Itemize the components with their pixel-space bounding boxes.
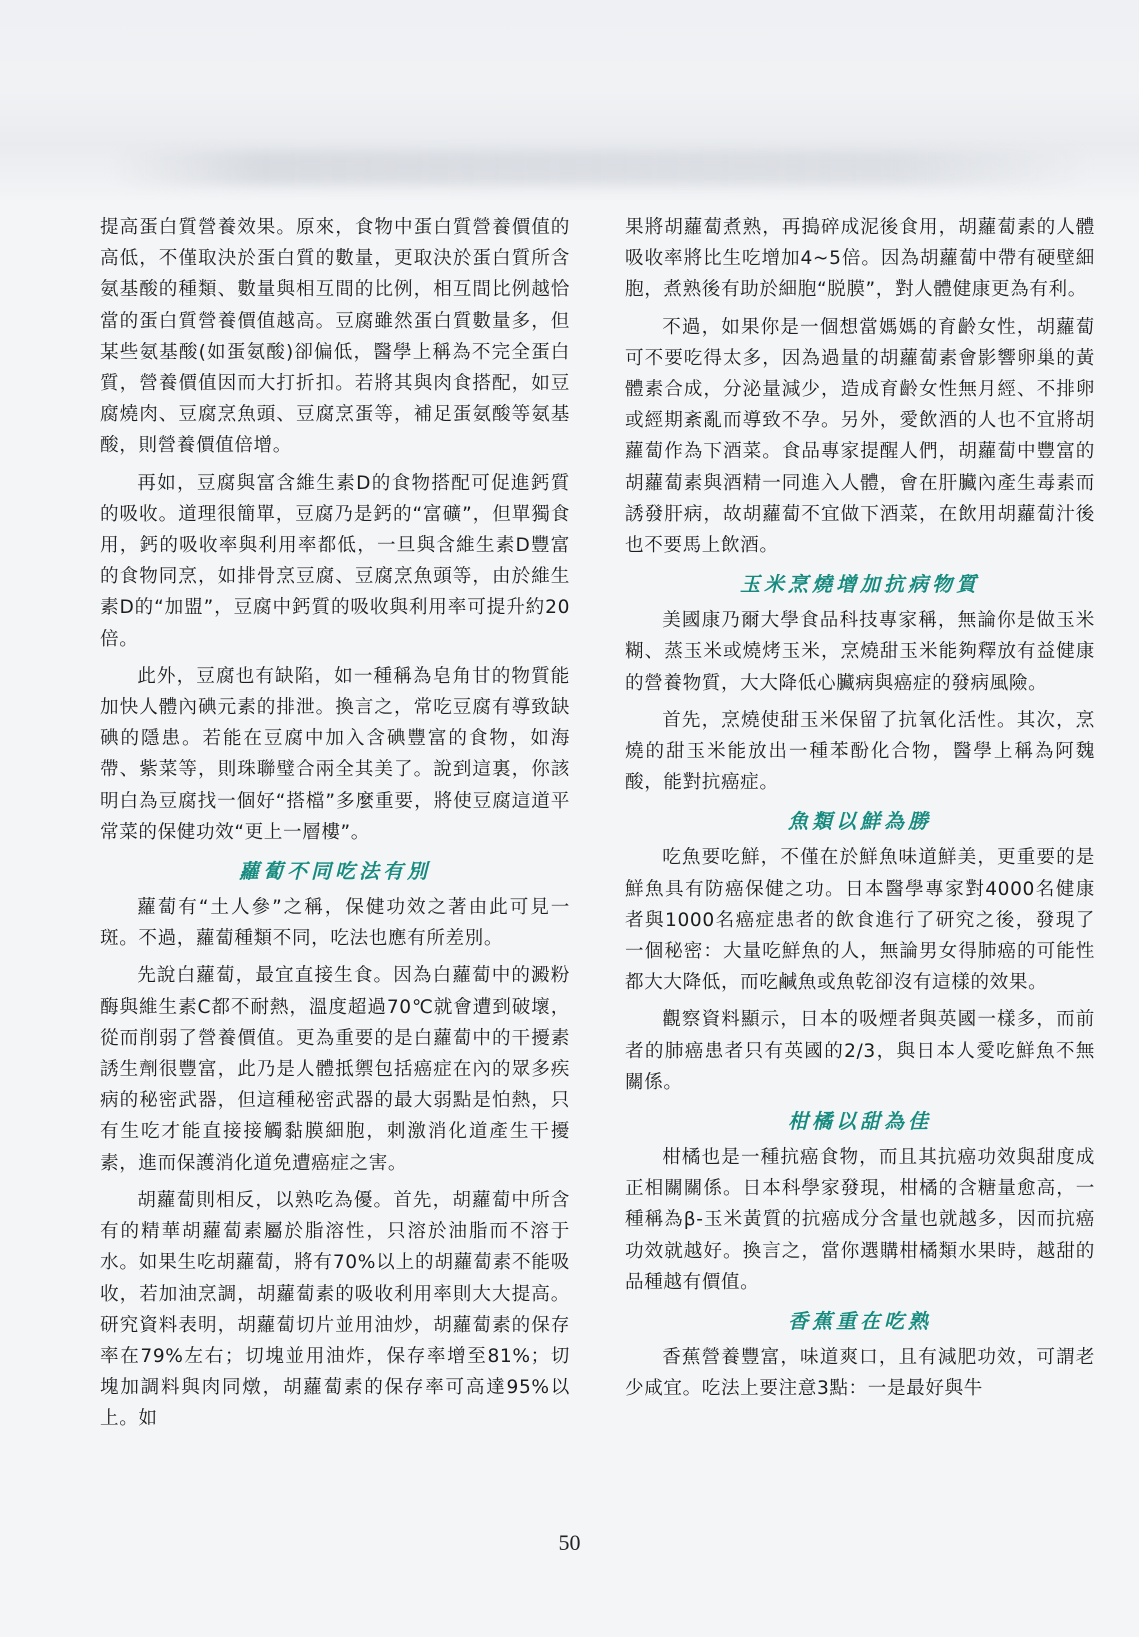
paragraph: 再如，豆腐與富含維生素D的食物搭配可促進鈣質的吸收。道理很簡單，豆腐乃是鈣的“富礦”，但單獨食用，鈣的吸收率與利用率都低，一旦與含維生素D豐富的食物同烹，如排骨烹豆腐、豆腐烹魚頭等，由於維生素D的“加盟”，豆腐中鈣質的吸收與利用率可提升約20倍。	[100, 472, 570, 650]
paragraph: 吃魚要吃鮮，不僅在於鮮魚味道鮮美，更重要的是鮮魚具有防癌保健之功。日本醫學專家對4000名健康者與1000名癌症患者的飲食進行了研究之後，發現了一個秘密：大量吃鮮魚的人，無論男女得肺癌的可能性都大大降低，而吃鹹魚或魚乾卻沒有這樣的效果。	[625, 847, 1095, 994]
section-heading-radish: 蘿蔔不同吃法有別	[239, 859, 431, 884]
section-heading-fish: 魚類以鮮為勝	[788, 809, 932, 834]
paragraph: 先說白蘿蔔，最宜直接生食。因為白蘿蔔中的澱粉酶與維生素C都不耐熱，溫度超過70℃就會遭到破壞，從而削弱了營養價值。更為重要的是白蘿蔔中的干擾素誘生劑很豐富，此乃是人體抵禦包括癌症在內的眾多疾病的秘密武器，但這種秘密武器的最大弱點是怕熱，只有生吃才能直接接觸黏膜細胞，刺激消化道產生干擾素，進而保護消化道免遭癌症之害。	[100, 965, 570, 1174]
page-number: 50	[558, 1530, 581, 1555]
right-column	[625, 212, 1095, 1441]
header-band	[0, 0, 1139, 200]
paragraph: 美國康乃爾大學食品科技專家稱，無論你是做玉米糊、蒸玉米或燒烤玉米，烹燒甜玉米能夠釋放有益健康的營養物質，大大降低心臟病與癌症的發病風險。	[625, 610, 1095, 694]
section-heading-corn: 玉米烹燒增加抗病物質	[740, 572, 980, 597]
paragraph: 提高蛋白質營養效果。原來，食物中蛋白質營養價值的高低，不僅取決於蛋白質的數量，更取決於蛋白質所含氨基酸的種類、數量與相互間的比例，相互間比例越恰當的蛋白質營養價值越高。豆腐雖然蛋白質數量多，但某些氨基酸(如蛋氨酸)卻偏低，醫學上稱為不完全蛋白質，營養價值因而大打折扣。若將其與肉食搭配，如豆腐燒肉、豆腐烹魚頭、豆腐烹蛋等，補足蛋氨酸等氨基酸，則營養價值倍增。	[100, 217, 570, 457]
paragraph: 此外，豆腐也有缺陷，如一種稱為皂角甘的物質能加快人體內碘元素的排泄。換言之，常吃豆腐有導致缺碘的隱患。若能在豆腐中加入含碘豐富的食物，如海帶、紫菜等，則珠聯璧合兩全其美了。說到這裏，你該明白為豆腐找一個好“搭檔”多麼重要，將使豆腐這道平常菜的保健功效“更上一層樓”。	[100, 665, 570, 843]
left-column	[100, 212, 570, 1441]
paragraph: 不過，如果你是一個想當媽媽的育齡女性，胡蘿蔔可不要吃得太多，因為過量的胡蘿蔔素會影響卵巢的黃體素合成，分泌量減少，造成育齡女性無月經、不排卵或經期紊亂而導致不孕。另外，愛飲酒的人也不宜將胡蘿蔔作為下酒菜。食品專家提醒人們，胡蘿蔔中豐富的胡蘿蔔素與酒精一同進入人體，會在肝臟內產生毒素而誘發肝病，故胡蘿蔔不宜做下酒菜，在飲用胡蘿蔔汁後也不要馬上飲酒。	[625, 316, 1095, 557]
paragraph: 果將胡蘿蔔煮熟，再搗碎成泥後食用，胡蘿蔔素的人體吸收率將比生吃增加4~5倍。因為胡蘿蔔中帶有硬壁細胞，煮熟後有助於細胞“脱膜”，對人體健康更為有利。	[625, 217, 1095, 301]
section-heading-banana: 香蕉重在吃熟	[788, 1309, 932, 1334]
faded-title-area	[110, 150, 1090, 186]
paragraph: 觀察資料顯示，日本的吸煙者與英國一樣多，而前者的肺癌患者只有英國的2/3，與日本人愛吃鮮魚不無關係。	[625, 1009, 1095, 1093]
section-heading-citrus: 柑橘以甜為佳	[788, 1109, 932, 1134]
paragraph: 首先，烹燒使甜玉米保留了抗氧化活性。其次，烹燒的甜玉米能放出一種苯酚化合物，醫學上稱為阿魏酸，能對抗癌症。	[625, 709, 1095, 794]
paragraph: 蘿蔔有“土人參”之稱，保健功效之著由此可見一斑。不過，蘿蔔種類不同，吃法也應有所差別。	[100, 897, 570, 950]
article-body	[100, 212, 1095, 1441]
paragraph: 柑橘也是一種抗癌食物，而且其抗癌功效與甜度成正相關關係。日本科學家發現，柑橘的含糖量愈高，一種稱為β-玉米黃質的抗癌成分含量也就越多，因而抗癌功效就越好。換言之，當你選購柑橘類水果時，越甜的品種越有價值。	[625, 1147, 1095, 1293]
paragraph: 香蕉營養豐富，味道爽口，且有減肥功效，可謂老少咸宜。吃法上要注意3點：一是最好與牛	[625, 1347, 1095, 1400]
paragraph: 胡蘿蔔則相反，以熟吃為優。首先，胡蘿蔔中所含有的精華胡蘿蔔素屬於脂溶性，只溶於油脂而不溶于水。如果生吃胡蘿蔔，將有70%以上的胡蘿蔔素不能吸收，若加油烹調，胡蘿蔔素的吸收利用率則大大提高。研究資料表明，胡蘿蔔切片並用油炒，胡蘿蔔素的保存率在79%左右；切塊並用油炸，保存率增至81%；切塊加調料與肉同燉，胡蘿蔔素的保存率可高達95%以上。如	[100, 1189, 570, 1430]
